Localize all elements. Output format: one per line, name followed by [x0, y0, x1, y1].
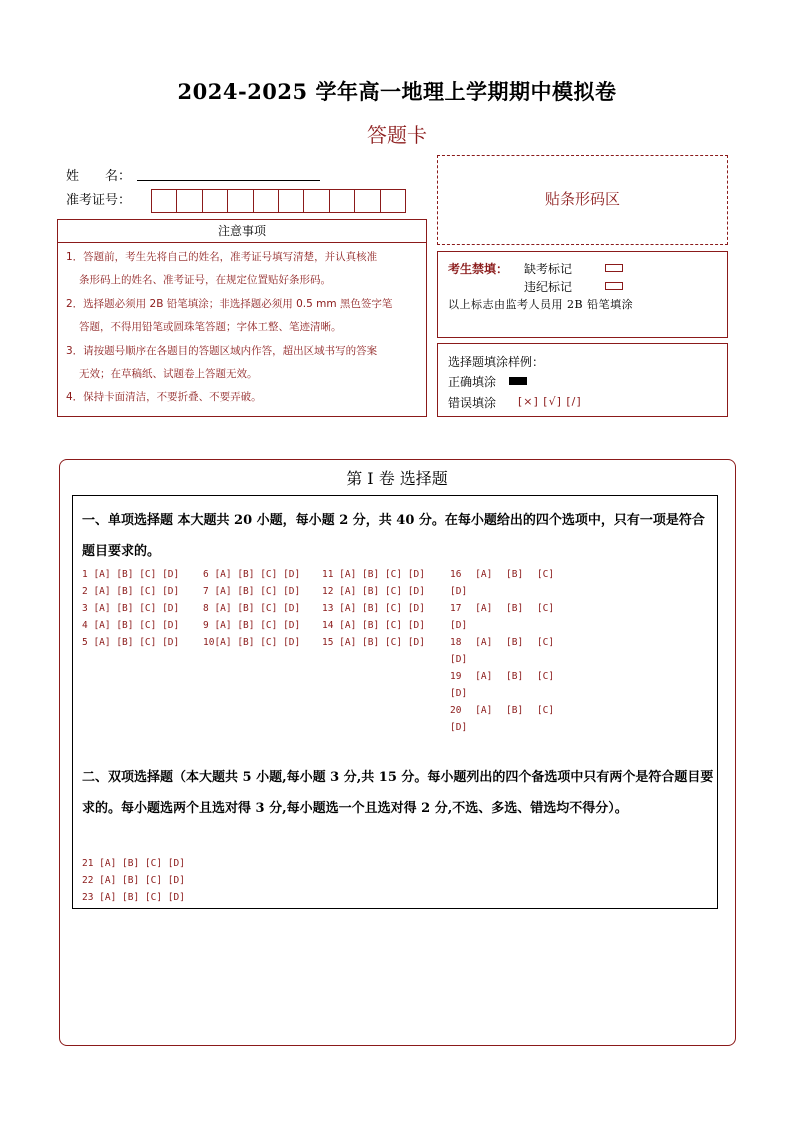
violation-mark-box[interactable]	[605, 282, 623, 290]
id-digit-box[interactable]	[380, 189, 406, 213]
id-digit-box[interactable]	[303, 189, 329, 213]
answer-column-3[interactable]	[322, 566, 425, 651]
answer-row[interactable]: 11 [A] [B] [C] [D]	[322, 569, 425, 580]
notice-heading: 注意事项	[57, 219, 427, 243]
answer-row[interactable]: 17 [A] [B] [C] [D]	[450, 603, 555, 631]
answer-row[interactable]: 6 [A] [B] [C] [D]	[203, 569, 301, 580]
answer-row[interactable]: 15 [A] [B] [C] [D]	[322, 637, 425, 648]
answer-row[interactable]: 2 [A] [B] [C] [D]	[82, 586, 180, 597]
id-digit-box[interactable]	[151, 189, 177, 213]
id-digit-box[interactable]	[354, 189, 380, 213]
examiner-note: 以上标志由监考人员用 2B 铅笔填涂	[448, 298, 634, 311]
answer-row[interactable]: 3 [A] [B] [C] [D]	[82, 603, 180, 614]
id-digit-box[interactable]	[329, 189, 355, 213]
answer-column-5[interactable]	[82, 855, 185, 906]
fill-sample-box	[437, 343, 728, 417]
id-digit-box[interactable]	[253, 189, 279, 213]
section-title: 第 I 卷 选择题	[346, 469, 448, 488]
correct-fill-label: 正确填涂	[448, 375, 497, 389]
wrong-fill-label: 错误填涂	[448, 396, 497, 410]
answer-row[interactable]: 5 [A] [B] [C] [D]	[82, 637, 180, 648]
notice-item: 4．保持卡面清洁，不要折叠、不要弄破。	[66, 391, 262, 404]
answer-column-1[interactable]	[82, 566, 179, 651]
answer-row[interactable]: 23 [A] [B] [C] [D]	[82, 892, 185, 903]
correct-fill-mark	[509, 377, 527, 385]
name-label: 姓 名：	[66, 169, 132, 184]
name-input-line[interactable]	[137, 180, 320, 181]
notice-item: 无效；在草稿纸、试题卷上答题无效。	[79, 368, 258, 381]
answer-row[interactable]: 19 [A] [B] [C] [D]	[450, 671, 555, 699]
id-digit-box[interactable]	[227, 189, 253, 213]
id-label: 准考证号：	[66, 193, 132, 208]
notice-item: 2．选择题必须用 2B 铅笔填涂；非选择题必须用 0.5 mm 黑色签字笔	[66, 297, 393, 310]
notice-item: 条形码上的姓名、准考证号，在规定位置贴好条形码。	[79, 274, 331, 287]
answer-row[interactable]: 1 [A] [B] [C] [D]	[82, 569, 180, 580]
answer-column-4[interactable]	[450, 566, 560, 736]
notice-item: 答题，不得用铅笔或圆珠笔答题；字体工整、笔迹清晰。	[79, 321, 342, 334]
absent-mark-box[interactable]	[605, 264, 623, 272]
notice-item: 3．请按题号顺序在各题目的答题区域内作答，超出区域书写的答案	[66, 344, 378, 357]
answer-row[interactable]: 16 [A] [B] [C] [D]	[450, 569, 555, 597]
violation-mark-label: 违纪标记	[524, 280, 573, 294]
id-digit-box[interactable]	[202, 189, 228, 213]
barcode-area	[437, 155, 728, 245]
answer-row[interactable]: 10[A] [B] [C] [D]	[203, 637, 301, 648]
answer-row[interactable]: 4 [A] [B] [C] [D]	[82, 620, 180, 631]
barcode-label: 贴条形码区	[544, 190, 620, 208]
answer-row[interactable]: 21 [A] [B] [C] [D]	[82, 858, 185, 869]
page-subtitle: 答题卡	[367, 123, 427, 147]
examiner-only-box	[437, 251, 728, 338]
page-title: 2024-2025 学年高一地理上学期期中模拟卷	[177, 79, 617, 104]
answer-row[interactable]: 20 [A] [B] [C] [D]	[450, 705, 555, 733]
notice-body	[57, 242, 427, 417]
id-digit-box[interactable]	[176, 189, 202, 213]
part1-instructions: 一、单项选择题 本大题共 20 小题，每小题 2 分，共 40 分。在每小题给出的四个选项中，只有一项是符合题目要求的。	[82, 513, 705, 559]
answer-row[interactable]: 22 [A] [B] [C] [D]	[82, 875, 185, 886]
answer-row[interactable]: 7 [A] [B] [C] [D]	[203, 586, 301, 597]
part2-instructions: 二、双项选择题（本大题共 5 小题,每小题 3 分,共 15 分。每小题列出的四个备选项中只有两个是符合题目要求的。每小题选两个且选对得 3 分,每小题选一个且选对得 2 分,不选、多选、错选均不得分）。	[82, 770, 714, 816]
id-digit-box[interactable]	[278, 189, 304, 213]
fill-sample-title: 选择题填涂样例：	[448, 355, 545, 369]
absent-mark-label: 缺考标记	[524, 262, 573, 276]
answer-row[interactable]: 9 [A] [B] [C] [D]	[203, 620, 301, 631]
notice-item: 1．答题前，考生先将自己的姓名，准考证号填写清楚，并认真核准	[66, 251, 378, 263]
answer-row[interactable]: 14 [A] [B] [C] [D]	[322, 620, 425, 631]
answer-row[interactable]: 12 [A] [B] [C] [D]	[322, 586, 425, 597]
wrong-fill-marks: [×] [√] [/]	[518, 395, 582, 408]
answer-row[interactable]: 8 [A] [B] [C] [D]	[203, 603, 301, 614]
answer-column-2[interactable]	[203, 566, 300, 651]
answer-row[interactable]: 18 [A] [B] [C] [D]	[450, 637, 555, 665]
examiner-only-title: 考生禁填：	[448, 262, 509, 276]
id-number-boxes[interactable]	[152, 189, 406, 213]
answer-row[interactable]: 13 [A] [B] [C] [D]	[322, 603, 425, 614]
